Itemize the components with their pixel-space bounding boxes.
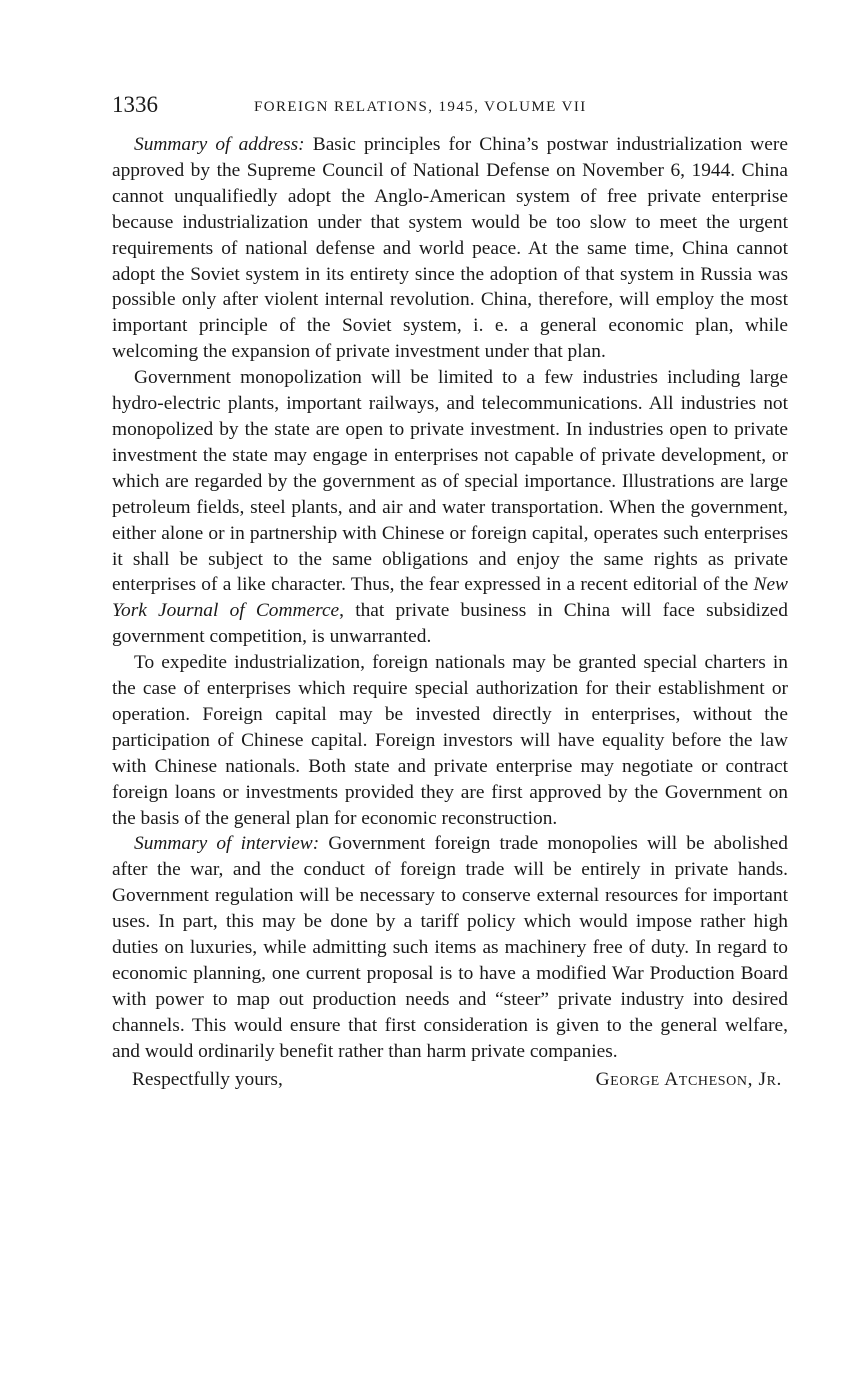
paragraph-expedite-industrialization <box>112 650 788 831</box>
paragraph-lead: Summary of address: <box>134 134 305 155</box>
publication-title: New York Journal of Commerce <box>112 574 788 622</box>
paragraph-text: To expedite industrialization, foreign nationals may be granted special charters in the case of enterprises which require special authorization for their establishment or operation. Foreign capital may be invested directly in enterprises, without the participation of Chinese capital. Foreign investors will have equality before the law with Chinese nationals. Both state and private enterprise may negotiate or contract foreign loans or investments provided they are first approved by the Government on the basis of the general plan for economic reconstruction. <box>112 652 788 829</box>
paragraph-text: Government foreign trade monopolies will be abolished after the war, and the conduct of foreign trade will be entirely in private hands. Government regulation will be necessary to conserve external resources for important uses. In part, this may be done by a tariff policy which would impose rather high duties on luxuries, while admitting such items as machinery free of duty. In regard to economic planning, one current proposal is to have a modified War Production Board with power to map out production needs and “steer” private industry into desired channels. This would ensure that first consideration is given to the general welfare, and would ordinarily benefit rather than harm private companies. <box>112 833 788 1062</box>
paragraph-text: , that private business in China will face subsidized government competition, is unwarranted. <box>112 600 788 648</box>
paragraph-summary-of-interview <box>112 831 788 1064</box>
paragraph-lead: Summary of interview: <box>134 833 320 855</box>
paragraph-summary-of-address <box>112 132 788 365</box>
page-number: 1336 <box>112 92 158 117</box>
running-title: FOREIGN RELATIONS, 1945, VOLUME VII <box>254 99 587 115</box>
paragraph-text: Government monopolization will be limited to a few industries including large hydro-electric plants, important railways, and telecommunications. All industries not monopolized by the state are open to private investment. In industries open to private investment the state may engage in enterprises not capable of private development, or which are regarded by the government as of special importance. Illustrations are large petroleum fields, steel plants, and air and water transportation. When the government, either alone or in partnership with Chinese or foreign capital, operates such enterprises it shall be subject to the same obligations and enjoy the same rights as private enterprises of a like character. Thus, the fear expressed in a recent editorial of the <box>112 367 788 596</box>
body-text <box>112 132 788 1065</box>
closing: Respectfully yours, <box>132 1068 283 1090</box>
signature: George Atcheson, Jr. <box>595 1068 782 1090</box>
signoff <box>112 1067 788 1097</box>
document-page <box>112 90 788 1097</box>
running-header <box>112 90 788 124</box>
paragraph-government-monopolization <box>112 365 788 650</box>
paragraph-text: Basic principles for China’s postwar industrialization were approved by the Supreme Council of National Defense on November 6, 1944. China cannot unqualifiedly adopt the Anglo-American system of free private enterprise because industrialization under that system would be too slow to meet the urgent requirements of national defense and world peace. At the same time, China cannot adopt the Soviet system in its entirety since the adoption of that system in Russia was possible only after violent internal revolution. China, therefore, will employ the most important principle of the Soviet system, i. e. a general economic plan, while welcoming the expansion of private investment under that plan. <box>112 134 788 363</box>
